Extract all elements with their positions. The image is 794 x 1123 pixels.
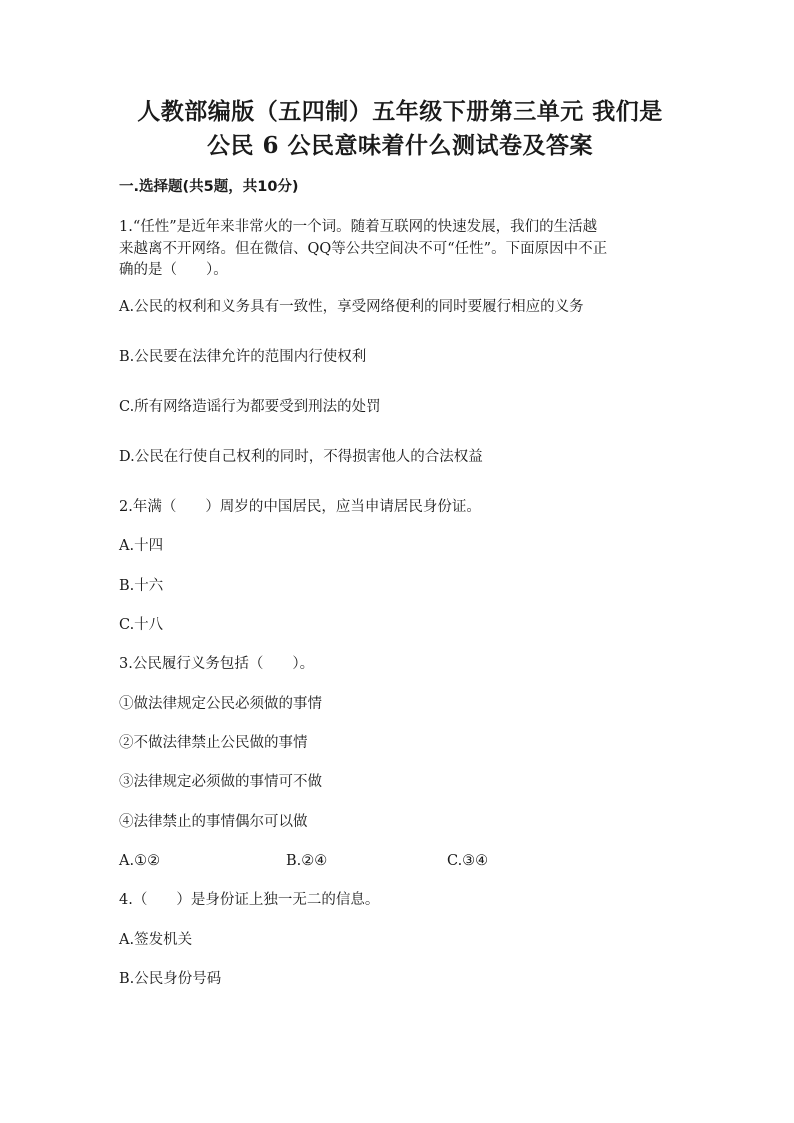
question-2-stem: 2.年满（ ）周岁的中国居民，应当申请居民身份证。 <box>119 499 481 515</box>
question-1-stem-line-2: 来越离不开网络。但在微信、QQ等公共空间决不可“任性”。下面原因中不正 <box>119 241 608 257</box>
question-3-option-a: A.①② <box>119 853 161 869</box>
question-1-option-c: C.所有网络造谣行为都要受到刑法的处罚 <box>119 399 381 415</box>
question-3-statement-1: ①做法律规定公民必须做的事情 <box>119 696 322 712</box>
question-4-option-a: A.签发机关 <box>119 932 193 948</box>
question-3-stem: 3.公民履行义务包括（ ）。 <box>119 656 315 672</box>
question-1-option-a: A.公民的权利和义务具有一致性，享受网络便利的同时要履行相应的义务 <box>119 299 584 315</box>
question-1-option-d: D.公民在行使自己权利的同时，不得损害他人的合法权益 <box>119 449 483 465</box>
question-2-option-c: C.十八 <box>119 617 164 633</box>
question-4-stem: 4.（ ）是身份证上独一无二的信息。 <box>119 892 380 908</box>
question-3-option-c: C.③④ <box>447 853 489 869</box>
document-title-line-1: 人教部编版（五四制）五年级下册第三单元 我们是 <box>137 98 663 125</box>
question-3-option-b: B.②④ <box>286 853 328 869</box>
question-1-stem-line-3: 确的是（ ）。 <box>119 262 228 278</box>
question-2-option-a: A.十四 <box>119 538 164 554</box>
question-1-stem-line-1: 1.“任性”是近年来非常火的一个词。随着互联网的快速发展，我们的生活越 <box>119 219 598 235</box>
question-3-statement-2: ②不做法律禁止公民做的事情 <box>119 735 308 751</box>
question-3-statement-3: ③法律规定必须做的事情可不做 <box>119 774 322 790</box>
question-3-statement-4: ④法律禁止的事情偶尔可以做 <box>119 814 308 830</box>
question-2-option-b: B.十六 <box>119 578 164 594</box>
document-title-line-2: 公民 6 公民意味着什么测试卷及答案 <box>206 132 594 159</box>
section-heading: 一.选择题(共5题，共10分) <box>119 179 299 195</box>
question-4-option-b: B.公民身份号码 <box>119 971 222 987</box>
question-1-option-b: B.公民要在法律允许的范围内行使权利 <box>119 349 367 365</box>
